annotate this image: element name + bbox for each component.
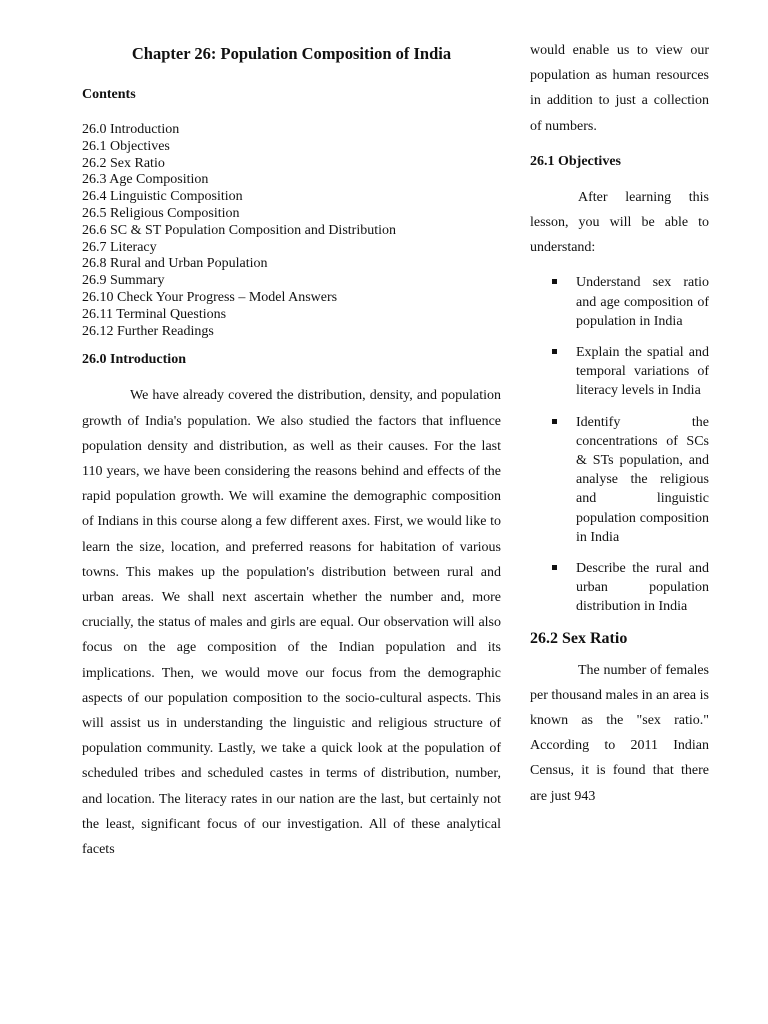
sex-ratio-heading: 26.2 Sex Ratio bbox=[530, 629, 628, 647]
table-of-contents bbox=[82, 122, 501, 340]
toc-item[interactable]: 26.11 Terminal Questions bbox=[82, 306, 227, 322]
objective-item bbox=[530, 343, 709, 401]
objective-text: Understand sex ratio and age composition of population in India bbox=[576, 275, 709, 329]
square-bullet-icon bbox=[552, 349, 557, 354]
toc-item[interactable]: 26.0 Introduction bbox=[82, 122, 180, 137]
objective-item bbox=[530, 413, 709, 547]
toc-item[interactable]: 26.4 Linguistic Composition bbox=[82, 189, 243, 205]
toc-item[interactable]: 26.8 Rural and Urban Population bbox=[82, 256, 268, 272]
objective-text: Identify the concentrations of SCs & STs population, and analyse the religious and linguistic population composition in India bbox=[576, 414, 709, 545]
objectives-list bbox=[530, 273, 709, 616]
toc-item[interactable]: 26.5 Religious Composition bbox=[82, 205, 240, 221]
toc-item[interactable]: 26.7 Literacy bbox=[82, 239, 157, 255]
objective-item bbox=[530, 559, 709, 617]
objectives-intro: After learning this lesson, you will be able to understand: bbox=[530, 189, 709, 256]
square-bullet-icon bbox=[552, 565, 557, 570]
sex-ratio-paragraph: The number of females per thousand males in an area is known as the "sex ratio." According to 2011 Indian Census, it is found that there are just 943 bbox=[530, 662, 709, 804]
square-bullet-icon bbox=[552, 279, 557, 284]
toc-item[interactable]: 26.12 Further Readings bbox=[82, 323, 214, 339]
objective-text: Explain the spatial and temporal variations of literacy levels in India bbox=[576, 345, 709, 399]
toc-item[interactable]: 26.9 Summary bbox=[82, 273, 165, 289]
right-column bbox=[530, 38, 709, 809]
intro-heading: 26.0 Introduction bbox=[82, 352, 186, 368]
square-bullet-icon bbox=[552, 419, 557, 424]
toc-item[interactable]: 26.6 SC & ST Population Composition and Distribution bbox=[82, 222, 396, 238]
toc-item[interactable]: 26.2 Sex Ratio bbox=[82, 155, 165, 171]
objective-text: Describe the rural and urban population distribution in India bbox=[576, 561, 709, 615]
chapter-title: Chapter 26: Population Composition of India bbox=[131, 44, 452, 63]
objective-item bbox=[530, 273, 709, 331]
toc-item[interactable]: 26.1 Objectives bbox=[82, 138, 170, 154]
left-column bbox=[82, 40, 501, 862]
intro-continuation: would enable us to view our population as human resources in addition to just a collection of numbers. bbox=[530, 43, 709, 134]
toc-item[interactable]: 26.3 Age Composition bbox=[82, 172, 209, 188]
contents-heading: Contents bbox=[82, 87, 136, 102]
toc-item[interactable]: 26.10 Check Your Progress – Model Answers bbox=[82, 289, 338, 305]
intro-paragraph: We have already covered the distribution, density, and population growth of India's population. We also studied the factors that influence population density and distribution, as well as their causes. For the last 110 years, we have been considering the reasons behind and effects of the rapid population growth. We will examine the demographic composition of Indians in this course along a few different axes. First, we would like to learn the size, location, and preferred reasons for habitation of various towns. This makes up the population's distribution between rural and urban areas. We shall next ascertain whether the number and, more crucially, the status of males and girls are equal. Our observation will also focus on the age composition of the Indian population and its implications. Then, we would move our focus from the demographic aspects of our population composition to the socio-cultural aspects. This will assist us in understanding the linguistic and religious structure of population community. Lastly, we take a quick look at the population of scheduled tribes and scheduled castes in terms of distribution, number, and location. The literacy rates in our nation are the last, but certainly not the least, significant focus of our investigation. All of these analytical facets bbox=[82, 388, 501, 858]
objectives-heading: 26.1 Objectives bbox=[530, 153, 621, 169]
